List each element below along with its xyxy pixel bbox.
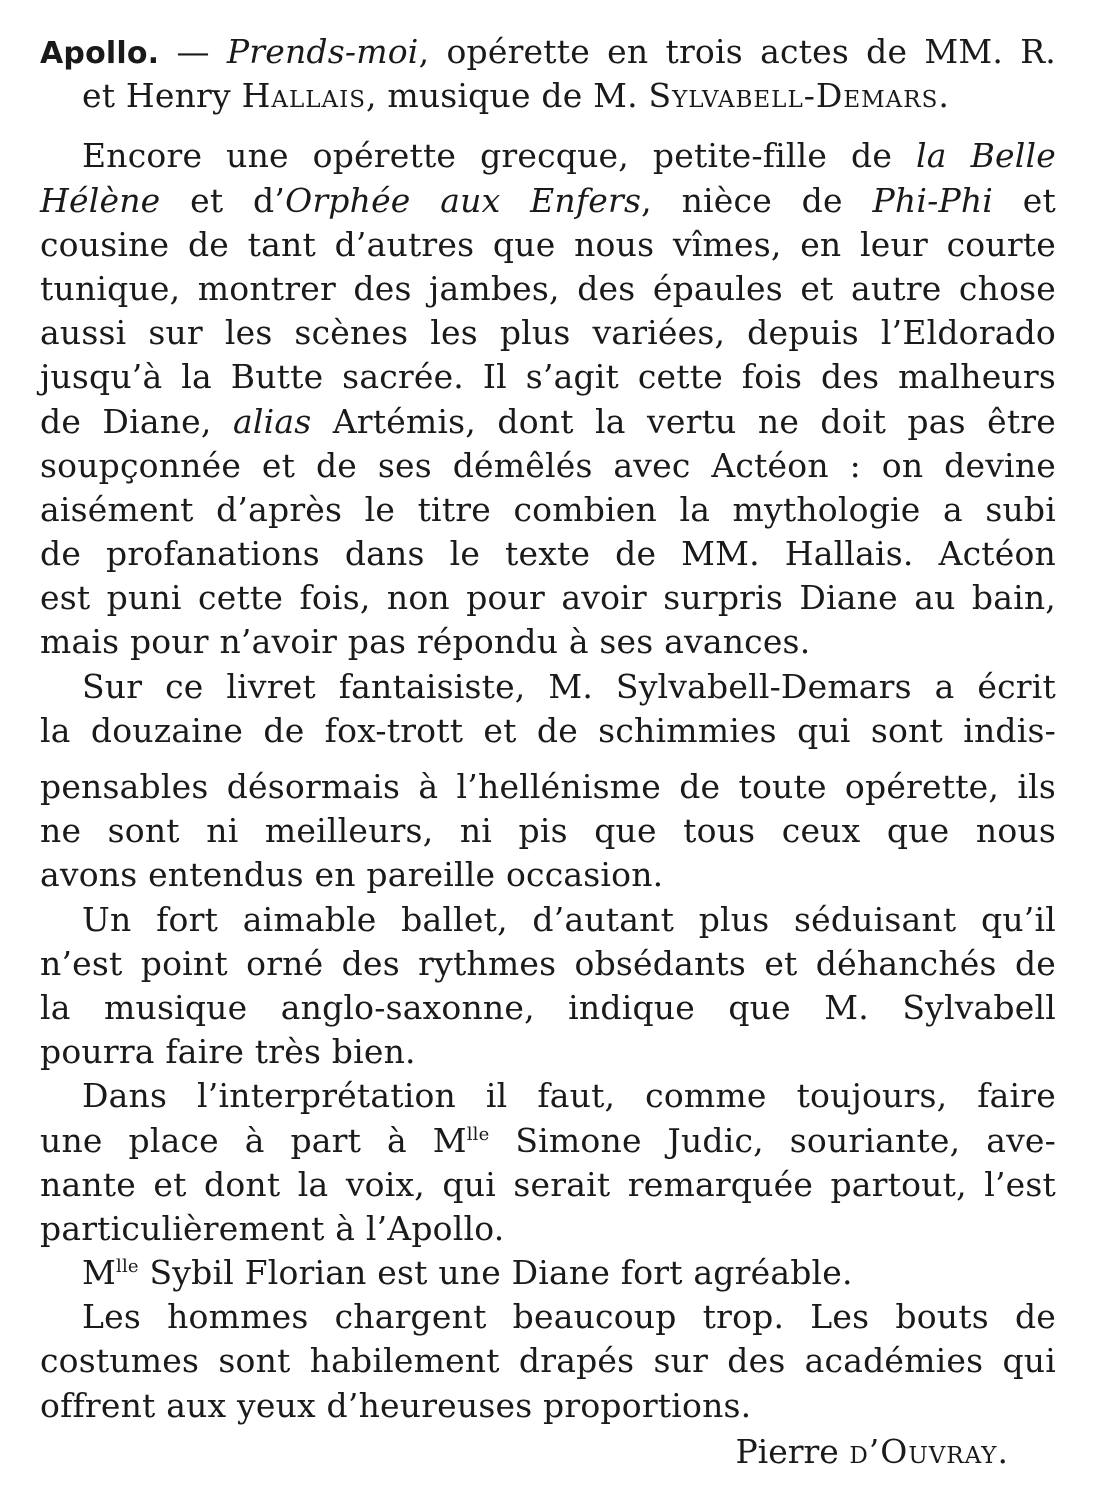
paragraph-1: Encore une opérette grecque, petite-fille de la Belle Hélène et d’Orphée aux Enfers, nièce de Phi-Phi et cousine de tant d’autres que nous vîmes, en leur courte tunique, montrer des jambes, des épaules et autre chose aussi sur les scènes les plus variées, depuis l’Eldorado jusqu’à la Butte sacrée. Il s’agit cette fois des malheurs de Diane, alias Artémis, dont la vertu ne doit pas être soupçonnée et de ses démêlés avec Actéon : on devine aisément d’après le titre combien la mythologie a subi de profanations dans le texte de MM. Hallais. Actéon est puni cette fois, non pour avoir surpris Diane au bain, mais pour n’avoir pas répondu à ses avances. xyxy=(40,136,1056,662)
authors-name: Hallais xyxy=(241,76,366,116)
paragraph-3: Un fort aimable ballet, d’autant plus séduisant qu’il n’est point orné des rythmes obsédants et déhanchés de la musique anglo-saxonne, indique que M. Sylvabell pourra faire très bien. xyxy=(40,899,1056,1072)
article xyxy=(40,30,1056,1474)
signature: Pierre d’Ouvray. xyxy=(735,1431,1008,1471)
paragraph-5: $M^{lle}$ Sybil Florian est une Diane fort agréable. xyxy=(82,1253,853,1293)
heading-line-2: et Henry Hallais, musique de M. Sylvabell-Demars. xyxy=(82,76,950,116)
paragraph-6: Les hommes chargent beaucoup trop. Les bouts de costumes sont habilement drapés sur des académies qui offrent aux yeux d’heureuses proportions. xyxy=(40,1297,1056,1425)
heading-line-1: Apollo. — Prends-moi, opérette en trois actes de MM. R. xyxy=(40,32,1056,71)
composer-name: Sylvabell-Demars xyxy=(648,76,939,116)
play-title: Prends-moi xyxy=(226,32,419,71)
paragraph-4: Dans l’interprétation il faut, comme toujours, faire une place à part à $M^{lle}$ Simone Judic, souriante, ave- nante et dont la voix, qui serait remarquée partout, l’est particulièrement à l’Apollo. xyxy=(40,1076,1056,1248)
theatre-name: Apollo. xyxy=(40,36,160,71)
paragraph-2: Sur ce livret fantaisiste, M. Sylvabell-Demars a écrit la douzaine de fox-trott et de schimmies qui sont indis- pensables désormais à l’hellénisme de toute opérette, ils ne sont ni meilleurs, ni pis que tous ceux que nous avons entendus en pareille occasion. xyxy=(40,666,1056,895)
